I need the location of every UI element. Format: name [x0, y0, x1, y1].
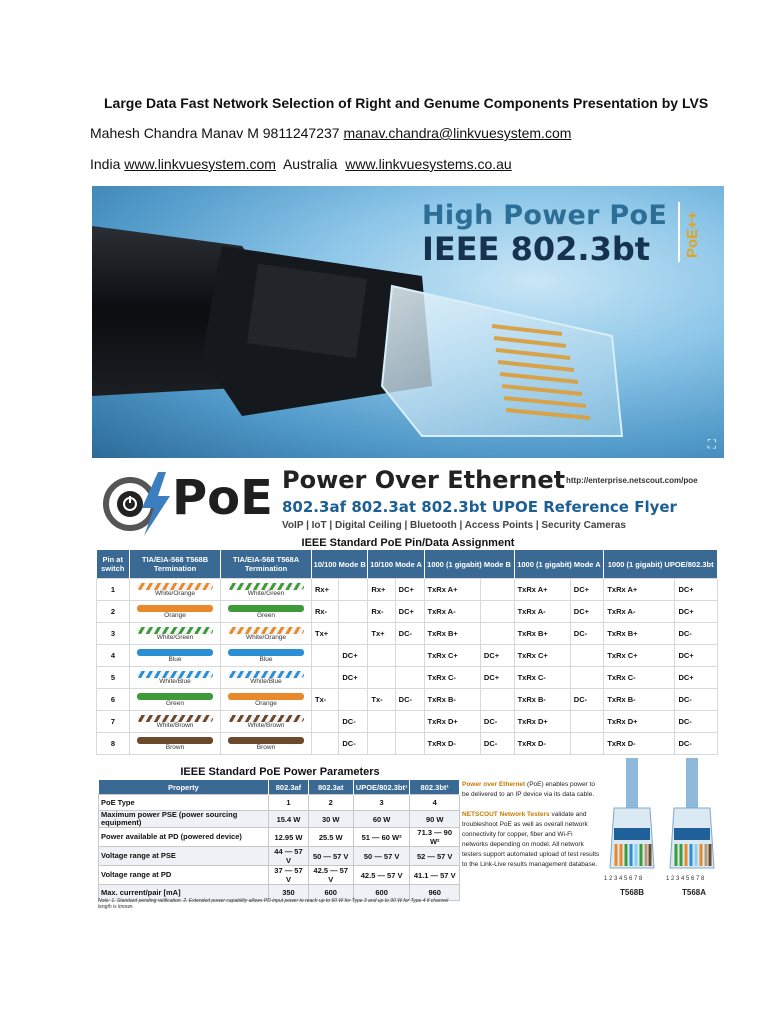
pin-signal-cell	[368, 711, 395, 733]
hero-divider	[678, 202, 680, 262]
pin-signal-cell: DC+	[480, 667, 514, 689]
power-value-cell: 600	[308, 885, 353, 901]
pin-signal-cell	[395, 645, 424, 667]
wire-label: Blue	[259, 656, 273, 663]
flyer-tags: VoIP | IoT | Digital Ceiling | Bluetooth | Access Points | Security Cameras	[282, 520, 626, 531]
wire-cell	[130, 667, 221, 689]
hero-image	[92, 186, 724, 458]
pin-signal-cell: TxRx D-	[604, 733, 675, 755]
power-table-title: IEEE Standard PoE Power Parameters	[180, 766, 380, 778]
wire-cell	[221, 645, 312, 667]
wire-cell	[221, 689, 312, 711]
poe-logo-text: PoE	[172, 470, 273, 526]
pin-signal-cell	[339, 623, 368, 645]
pin-signal-cell: DC+	[675, 667, 718, 689]
pin-number: 3	[97, 623, 130, 645]
pin-signal-cell: Rx+	[312, 579, 339, 601]
power-value-cell: 44 — 57 V	[269, 847, 308, 866]
pin-signal-cell: TxRx C+	[424, 645, 480, 667]
wire-swatch	[228, 583, 304, 590]
table-row	[97, 579, 718, 601]
wire-label: White/Blue	[159, 678, 191, 685]
t568b-plug-icon	[610, 758, 654, 868]
power-property-label: Voltage range at PD	[99, 866, 269, 885]
poe-plus-badge: PoE++	[684, 211, 701, 259]
power-property-label: PoE Type	[99, 795, 269, 811]
pin-assignment-table	[96, 550, 718, 755]
power-value-cell: 42.5 — 57 V	[353, 866, 410, 885]
wire-swatch	[228, 737, 304, 744]
flyer-url[interactable]: http://enterprise.netscout.com/poe	[566, 476, 698, 485]
power-value-cell: 4	[410, 795, 460, 811]
pin-signal-cell: Tx-	[312, 689, 339, 711]
pin-signal-cell: DC+	[675, 645, 718, 667]
pin-signal-cell: TxRx B+	[514, 623, 570, 645]
wire-swatch	[228, 627, 304, 634]
poe-description: (PoE) enables power to be delivered to an IP device via its data cable.	[462, 781, 595, 798]
pin-signal-cell: TxRx B-	[424, 689, 480, 711]
table-row	[99, 828, 460, 847]
wire-label: White/Green	[247, 590, 285, 597]
wire-label: Brown	[165, 744, 185, 751]
wire-label: Blue	[168, 656, 182, 663]
wire-cell	[221, 601, 312, 623]
pin-signal-cell: TxRx C+	[604, 645, 675, 667]
pin-signal-cell: TxRx A-	[514, 601, 570, 623]
poe-reference-flyer	[92, 462, 724, 912]
netscout-description: validate and troubleshoot PoE as well as overall network connectivity for copper, fiber and Wi-Fi networks depending on model. All network testers support automated upload of test results to the Link-Live results management database.	[462, 811, 600, 868]
wire-label: Orange	[164, 612, 186, 619]
pin-signal-cell	[312, 711, 339, 733]
pin-signal-cell: DC-	[480, 733, 514, 755]
australia-url-link[interactable]: www.linkvuesystems.co.au	[345, 156, 512, 172]
pin-signal-cell	[368, 667, 395, 689]
pin-signal-cell: Tx-	[368, 689, 395, 711]
power-value-cell: 41.1 — 57 V	[410, 866, 460, 885]
wire-cell	[130, 645, 221, 667]
table-row	[97, 733, 718, 755]
wire-label: White/Brown	[156, 722, 194, 729]
wire-swatch	[228, 605, 304, 612]
pin-signal-cell: DC-	[675, 711, 718, 733]
rj45-plug-icons	[600, 758, 724, 888]
pin-signal-cell	[312, 667, 339, 689]
document-title: Large Data Fast Network Selection of Right and Genume Components Presentation by LVS	[104, 95, 709, 111]
pin-signal-cell	[480, 623, 514, 645]
power-table-header: 802.3at	[308, 780, 353, 795]
pin-signal-cell: Rx-	[368, 601, 395, 623]
pin-signal-cell: TxRx C-	[424, 667, 480, 689]
pin-signal-cell	[480, 579, 514, 601]
pin-signal-cell	[395, 667, 424, 689]
pin-table-header: 10/100 Mode B	[312, 550, 368, 579]
wire-swatch	[137, 715, 213, 722]
table-row	[97, 645, 718, 667]
australia-label: Australia	[275, 156, 346, 172]
pin-signal-cell: DC-	[570, 689, 604, 711]
power-property-label: Maximum power PSE (power sourcing equipment)	[99, 811, 269, 828]
pin-number: 4	[97, 645, 130, 667]
wire-cell	[221, 711, 312, 733]
wire-label: White/Green	[156, 634, 194, 641]
wire-cell	[130, 601, 221, 623]
pin-signal-cell	[339, 579, 368, 601]
power-value-cell: 600	[353, 885, 410, 901]
flyer-title: Power Over Ethernet	[282, 466, 566, 494]
pin-signal-cell: DC-	[339, 733, 368, 755]
pin-signal-cell: TxRx C+	[514, 645, 570, 667]
table-row	[97, 689, 718, 711]
wire-label: Orange	[255, 700, 277, 707]
pin-signal-cell	[312, 645, 339, 667]
t568a-plug-icon	[670, 758, 714, 868]
contact-name: Mahesh Chandra Manav M 9811247237	[90, 125, 344, 141]
pin-table-header: 1000 (1 gigabit) UPOE/802.3bt	[604, 550, 718, 579]
wire-label: Green	[165, 700, 185, 707]
power-property-label: Power available at PD (powered device)	[99, 828, 269, 847]
pin-signal-cell	[395, 733, 424, 755]
pin-signal-cell	[312, 733, 339, 755]
wire-cell	[221, 579, 312, 601]
pin-signal-cell	[480, 601, 514, 623]
wire-swatch	[137, 649, 213, 656]
expand-icon[interactable]: ⛶	[707, 437, 716, 451]
t568a-pin-numbers: 1 2 3 4 5 6 7 8	[666, 876, 705, 882]
power-value-cell: 60 W	[353, 811, 410, 828]
power-value-cell: 350	[269, 885, 308, 901]
wire-swatch	[228, 649, 304, 656]
power-value-cell: 51 — 60 W²	[353, 828, 410, 847]
pin-signal-cell: TxRx A-	[604, 601, 675, 623]
pin-signal-cell	[480, 689, 514, 711]
india-url-link[interactable]: www.linkvuesystem.com	[124, 156, 276, 172]
wire-label: White/Orange	[245, 634, 287, 641]
power-bolt-icon	[98, 470, 172, 536]
wire-swatch	[228, 671, 304, 678]
pin-signal-cell: TxRx A+	[514, 579, 570, 601]
pin-signal-cell: TxRx A+	[424, 579, 480, 601]
pin-signal-cell	[570, 667, 604, 689]
wire-cell	[221, 623, 312, 645]
pin-signal-cell: DC+	[675, 579, 718, 601]
power-parameters-table	[98, 780, 460, 901]
wire-label: White/Blue	[250, 678, 282, 685]
power-value-cell: 2	[308, 795, 353, 811]
footnote: Note: 1. Standard pending ratification. 2. Extended power capability allows PD input power to reach up to 60 W for Type 3 and up to 90 W for Type 4 if channel length is known.	[98, 898, 449, 910]
pin-signal-cell: TxRx D-	[424, 733, 480, 755]
pin-table-header: TIA/EIA-568 T568A Termination	[221, 550, 312, 579]
wire-cell	[130, 689, 221, 711]
pin-signal-cell: TxRx B+	[604, 623, 675, 645]
pin-signal-cell: TxRx B-	[604, 689, 675, 711]
contact-line	[90, 125, 768, 141]
pin-signal-cell: DC-	[395, 623, 424, 645]
hero-standard: IEEE 802.3bt	[422, 230, 651, 268]
pin-signal-cell	[368, 733, 395, 755]
pin-signal-cell: DC+	[339, 645, 368, 667]
pin-table-title: IEEE Standard PoE Pin/Data Assignment	[301, 537, 515, 549]
flyer-subtitle: 802.3af 802.3at 802.3bt UPOE Reference Flyer	[282, 498, 677, 516]
power-table-header: Property	[99, 780, 269, 795]
t568a-caption: T568A	[682, 888, 707, 897]
wire-label: White/Orange	[154, 590, 196, 597]
wire-label: Brown	[256, 744, 276, 751]
pin-signal-cell	[395, 711, 424, 733]
pin-signal-cell	[339, 601, 368, 623]
power-value-cell: 1	[269, 795, 308, 811]
table-row	[99, 866, 460, 885]
table-row	[97, 623, 718, 645]
pin-table-header: 1000 (1 gigabit) Mode A	[514, 550, 604, 579]
pin-signal-cell: DC-	[395, 689, 424, 711]
pin-signal-cell: TxRx D+	[604, 711, 675, 733]
pin-signal-cell	[570, 733, 604, 755]
power-value-cell: 50 — 57 V	[308, 847, 353, 866]
wire-swatch	[137, 583, 213, 590]
power-value-cell: 71.3 — 90 W²	[410, 828, 460, 847]
table-row	[97, 667, 718, 689]
power-value-cell: 37 — 57 V	[269, 866, 308, 885]
wire-swatch	[137, 605, 213, 612]
pin-signal-cell: DC+	[395, 601, 424, 623]
pin-number: 5	[97, 667, 130, 689]
power-table-header: 802.3af	[269, 780, 308, 795]
table-row	[97, 601, 718, 623]
table-row	[99, 795, 460, 811]
pin-signal-cell: DC-	[339, 711, 368, 733]
wire-swatch	[137, 627, 213, 634]
t568b-caption: T568B	[620, 888, 645, 897]
pin-signal-cell: DC+	[480, 645, 514, 667]
pin-signal-cell: DC-	[570, 623, 604, 645]
table-row	[99, 847, 460, 866]
power-value-cell: 30 W	[308, 811, 353, 828]
pin-signal-cell: TxRx B-	[514, 689, 570, 711]
netscout-highlight: NETSCOUT Network Testers	[462, 811, 550, 818]
pin-signal-cell: DC+	[675, 601, 718, 623]
power-value-cell: 52 — 57 V	[410, 847, 460, 866]
poe-logo	[98, 470, 273, 536]
pin-signal-cell	[368, 645, 395, 667]
wire-swatch	[137, 737, 213, 744]
pin-signal-cell: Tx+	[312, 623, 339, 645]
table-row	[99, 811, 460, 828]
power-value-cell: 42.5 — 57 V	[308, 866, 353, 885]
power-value-cell: 50 — 57 V	[353, 847, 410, 866]
wire-swatch	[137, 693, 213, 700]
power-table-header: UPOE/802.3bt¹	[353, 780, 410, 795]
pin-signal-cell: DC-	[675, 733, 718, 755]
poe-highlight: Power over Ethernet	[462, 781, 526, 788]
power-value-cell: 12.95 W	[269, 828, 308, 847]
pin-table-header: Pin at switch	[97, 550, 130, 579]
table-row	[97, 711, 718, 733]
pin-table-header: TIA/EIA-568 T568B Termination	[130, 550, 221, 579]
pin-signal-cell: DC-	[480, 711, 514, 733]
wire-cell	[221, 733, 312, 755]
pin-table-header: 1000 (1 gigabit) Mode B	[424, 550, 514, 579]
pin-signal-cell	[570, 711, 604, 733]
india-label: India	[90, 156, 125, 172]
wire-swatch	[228, 693, 304, 700]
pin-signal-cell: TxRx A-	[424, 601, 480, 623]
wire-label: Green	[256, 612, 276, 619]
pin-signal-cell: TxRx B+	[424, 623, 480, 645]
wire-swatch	[228, 715, 304, 722]
pin-number: 7	[97, 711, 130, 733]
websites-line	[90, 156, 768, 172]
pin-signal-cell: TxRx D+	[424, 711, 480, 733]
power-property-label: Max. current/pair [mA]	[99, 885, 269, 901]
pin-number: 1	[97, 579, 130, 601]
wire-cell	[221, 667, 312, 689]
wire-cell	[130, 711, 221, 733]
pin-signal-cell: TxRx D-	[514, 733, 570, 755]
t568b-pin-numbers: 1 2 3 4 5 6 7 8	[604, 876, 643, 882]
power-value-cell: 15.4 W	[269, 811, 308, 828]
power-property-label: Voltage range at PSE	[99, 847, 269, 866]
power-value-cell: 25.5 W	[308, 828, 353, 847]
pin-signal-cell: DC+	[570, 601, 604, 623]
pin-number: 8	[97, 733, 130, 755]
pin-signal-cell: Tx+	[368, 623, 395, 645]
pin-signal-cell: TxRx C-	[604, 667, 675, 689]
pin-signal-cell	[339, 689, 368, 711]
pin-signal-cell: DC-	[675, 689, 718, 711]
connector-diagrams	[600, 758, 724, 908]
hero-heading: High Power PoE	[422, 200, 668, 231]
pin-signal-cell: TxRx D+	[514, 711, 570, 733]
pin-signal-cell: TxRx C-	[514, 667, 570, 689]
pin-signal-cell	[570, 645, 604, 667]
pin-number: 2	[97, 601, 130, 623]
wire-cell	[130, 579, 221, 601]
pin-signal-cell: TxRx A+	[604, 579, 675, 601]
wire-swatch	[137, 671, 213, 678]
power-value-cell: 960	[410, 885, 460, 901]
pin-signal-cell: DC+	[395, 579, 424, 601]
pin-signal-cell: DC+	[339, 667, 368, 689]
description	[462, 780, 600, 870]
contact-email-link[interactable]: manav.chandra@linkvuesystem.com	[343, 125, 572, 141]
power-value-cell: 90 W	[410, 811, 460, 828]
pin-table-header: 10/100 Mode A	[368, 550, 424, 579]
wire-cell	[130, 733, 221, 755]
pin-number: 6	[97, 689, 130, 711]
pin-signal-cell: DC+	[570, 579, 604, 601]
wire-cell	[130, 623, 221, 645]
power-value-cell: 3	[353, 795, 410, 811]
pin-signal-cell: Rx+	[368, 579, 395, 601]
pin-signal-cell: Rx-	[312, 601, 339, 623]
power-table-header: 802.3bt¹	[410, 780, 460, 795]
pin-signal-cell: DC-	[675, 623, 718, 645]
wire-label: White/Brown	[247, 722, 285, 729]
